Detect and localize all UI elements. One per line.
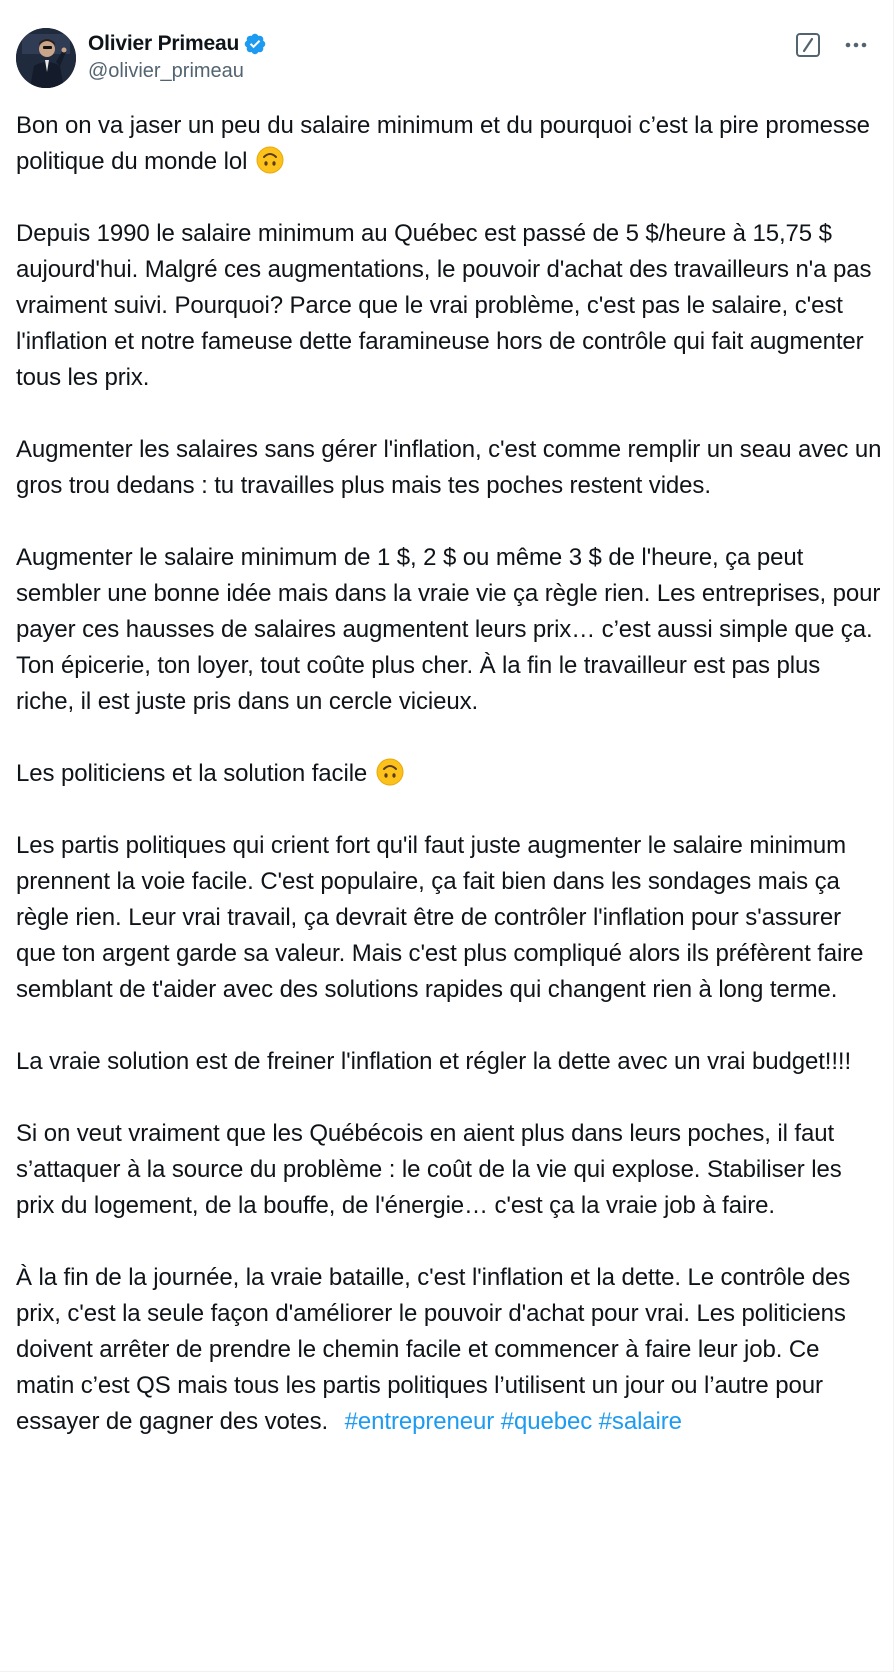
hashtag-link[interactable]: #quebec [500, 1408, 593, 1435]
tweet-paragraph-4: Augmenter le salaire minimum de 1 $, 2 $ ou même 3 $ de l'heure, ça peut sembler une bonne idée mais dans la vraie vie ça règle rien. Les entreprises, pour payer ces hausses de salaires augmentent leurs prix… c’est aussi simple que ça. Ton épicerie, ton loyer, tout coûte plus cher. À la fin le travailleur est pas plus riche, il est juste pris dans un cercle vicieux. [16, 544, 881, 715]
upside-down-face-emoji-icon [256, 146, 284, 174]
tweet-paragraph-9 [16, 1260, 884, 1440]
hashtag-link[interactable]: #entrepreneur [344, 1408, 495, 1435]
tweet-paragraph-5-text: Les politiciens et la solution facile [16, 760, 368, 787]
tweet-paragraph-1 [16, 108, 884, 180]
tweet-paragraph-8: Si on veut vraiment que les Québécois en aient plus dans leurs poches, il faut s’attaquer à la source du problème : le coût de la vie qui explose. Stabiliser les prix du logement, de la bouffe, de l'énergie… c'est ça la vraie job à faire. [16, 1120, 842, 1219]
verified-badge-icon[interactable] [243, 32, 267, 56]
tweet-paragraph-9-text: À la fin de la journée, la vraie bataille, c'est l'inflation et la dette. Le contrôle des prix, c'est la seule façon d'améliorer le pouvoir d'achat pour vrai. Les politiciens doivent arrêter de prendre le chemin facile et commencer à faire leur job. Ce matin c’est QS mais tous les partis politiques l’utilisent un jour ou l’autre pour essayer de gagner des votes. [16, 1264, 851, 1435]
tweet-paragraph-3: Augmenter les salaires sans gérer l'inflation, c'est comme remplir un seau avec un gros trou dedans : tu travailles plus mais tes poches restent vides. [16, 436, 882, 499]
tweet-paragraph-7: La vraie solution est de freiner l'inflation et régler la dette avec un vrai budget!!!! [16, 1048, 852, 1075]
tweet-text [16, 108, 884, 1440]
more-options-button[interactable] [841, 30, 871, 60]
grok-icon [793, 30, 823, 60]
hashtag-link[interactable]: #salaire [598, 1408, 682, 1435]
author-handle[interactable]: @olivier_primeau [88, 60, 244, 82]
more-options-icon [841, 30, 871, 60]
grok-button[interactable] [793, 30, 823, 60]
tweet-paragraph-6: Les partis politiques qui crient fort qu'il faut juste augmenter le salaire minimum prennent la voie facile. C'est populaire, ça fait bien dans les sondages mais ça règle rien. Leur vrai travail, ça devrait être de contrôler l'inflation pour s'assurer que ton argent garde sa valeur. Mais c'est plus compliqué alors ils préfèrent faire semblant de t'aider avec des solutions rapides qui changent rien à long terme. [16, 832, 864, 1003]
avatar[interactable] [16, 28, 76, 88]
tweet-paragraph-5 [16, 756, 884, 792]
tweet-paragraph-2: Depuis 1990 le salaire minimum au Québec est passé de 5 $/heure à 15,75 $ aujourd'hui. Malgré ces augmentations, le pouvoir d'achat des travailleurs n'a pas vraiment suivi. Pourquoi? Parce que le vrai problème, c'est pas le salaire, c'est l'inflation et notre fameuse dette faramineuse hors de contrôle qui fait augmenter tous les prix. [16, 220, 872, 391]
tweet-paragraph-1-text: Bon on va jaser un peu du salaire minimum et du pourquoi c’est la pire promesse politique du monde lol [16, 112, 870, 175]
author-names [88, 30, 267, 83]
tweet-header [16, 28, 877, 90]
author-display-name[interactable]: Olivier Primeau [88, 32, 240, 55]
display-name-row [88, 30, 267, 58]
upside-down-face-emoji-icon [376, 758, 404, 786]
